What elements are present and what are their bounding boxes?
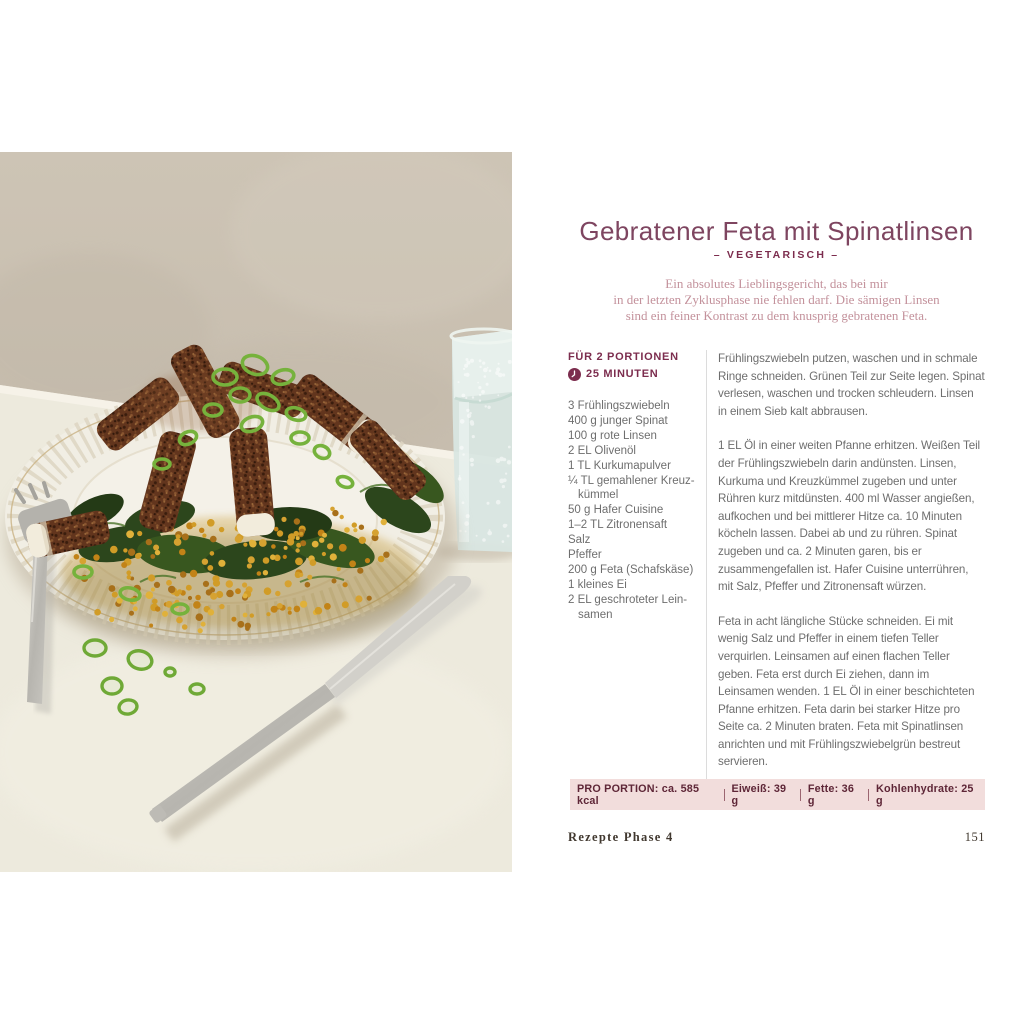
nutrition-protein: Eiweiß: 39 g: [731, 782, 787, 807]
nutrition-banner: [570, 779, 985, 810]
ingredient-item: 1 kleines Ei: [568, 578, 627, 591]
recipe-columns: [568, 350, 985, 788]
time-row: [568, 367, 700, 382]
recipe-title: Gebratener Feta mit Spinatlinsen: [579, 216, 974, 247]
footer-page-number: 151: [964, 830, 985, 844]
ingredient-item-continued: kümmel: [578, 489, 619, 502]
nutrition-carbs: Kohlenhydrate: 25 g: [876, 782, 974, 807]
ingredient-item: Salz: [568, 534, 591, 547]
servings-label: FÜR 2 PORTIONEN: [568, 351, 679, 363]
instruction-paragraph: 1 EL Öl in einer weiten Pfanne erhitzen. Weißen Teil der Frühlingszwiebeln darin andünsten. Linsen, Kurkuma und Kreuzkümmel zugeben und unter Rühren kurz mitdünsten. 400 ml Wasser angießen, aufkochen und bei mittlerer Hitze ca. 10 Minuten köcheln lassen. Dabei ab und zu rühren. Spinat zugeben und ca. 2 Minuten garen, bis er zusammengefallen ist. Hafer Cuisine unterrühren, mit Salz, Pfeffer und Zitronensaft würzen.: [718, 439, 981, 594]
instructions-column: [707, 350, 985, 788]
instruction-paragraph: Frühlingszwiebeln putzen, waschen und in schmale Ringe schneiden. Grünen Teil zur Seite legen. Spinat verlesen, waschen und trocken schleudern. Linsen in einem Sieb kalt abbrausen.: [718, 352, 985, 418]
ingredient-item: 1–2 TL Zitronensaft: [568, 519, 668, 532]
ingredient-item: 2 EL Olivenöl: [568, 444, 636, 457]
nutrition-calories: PRO PORTION: ca. 585 kcal: [576, 782, 700, 807]
nutrition-fat: Fette: 36 g: [807, 782, 855, 807]
footer-section-label: Rezepte Phase 4: [568, 830, 674, 844]
ingredient-item: Pfeffer: [568, 549, 602, 562]
recipe-photo: [0, 152, 512, 872]
recipe-page: [568, 0, 985, 1024]
intro-line: sind ein feiner Kontrast zu dem knusprig gebratenen Feta.: [625, 307, 928, 323]
ingredients-column: [568, 350, 707, 788]
ingredient-item: 200 g Feta (Schafskäse): [568, 563, 694, 576]
food-photo-illustration: [0, 152, 512, 872]
ingredient-item-continued: samen: [578, 608, 613, 621]
recipe-intro: [538, 276, 1015, 323]
instruction-paragraph: Feta in acht längliche Stücke schneiden. Ei mit wenig Salz und Pfeffer in einem tiefen Teller verquirlen. Leinsamen auf einen flachen Teller geben. Feta erst durch Ei ziehen, dann im Leinsamen wenden. 1 EL Öl in einer beschichteten Pfanne erhitzen. Feta darin bei starker Hitze pro Seite ca. 2 Minuten braten. Feta mit Spinatlinsen anrichten und mit Frühlingszwiebelgrün bestreut servieren.: [718, 614, 975, 769]
ingredient-item: ¼ TL gemahlener Kreuz-: [568, 474, 695, 487]
intro-line: Ein absolutes Lieblingsgericht, das bei mir: [665, 276, 888, 291]
ingredient-item: 50 g Hafer Cuisine: [568, 504, 664, 517]
ingredient-item: 100 g rote Linsen: [568, 429, 657, 442]
ingredient-item: 400 g junger Spinat: [568, 414, 668, 427]
ingredient-item: 1 TL Kurkumapulver: [568, 459, 671, 472]
ingredients-list: [568, 399, 700, 623]
intro-line: in der letzten Zyklusphase nie fehlen darf. Die sämigen Linsen: [613, 291, 940, 307]
ingredient-item: 3 Frühlingszwiebeln: [568, 400, 670, 412]
time-label: 25 MINUTEN: [586, 368, 659, 380]
clock-icon: [568, 368, 581, 381]
diet-label: – VEGETARISCH –: [713, 249, 840, 261]
ingredient-item: 2 EL geschroteter Lein-: [568, 593, 688, 606]
